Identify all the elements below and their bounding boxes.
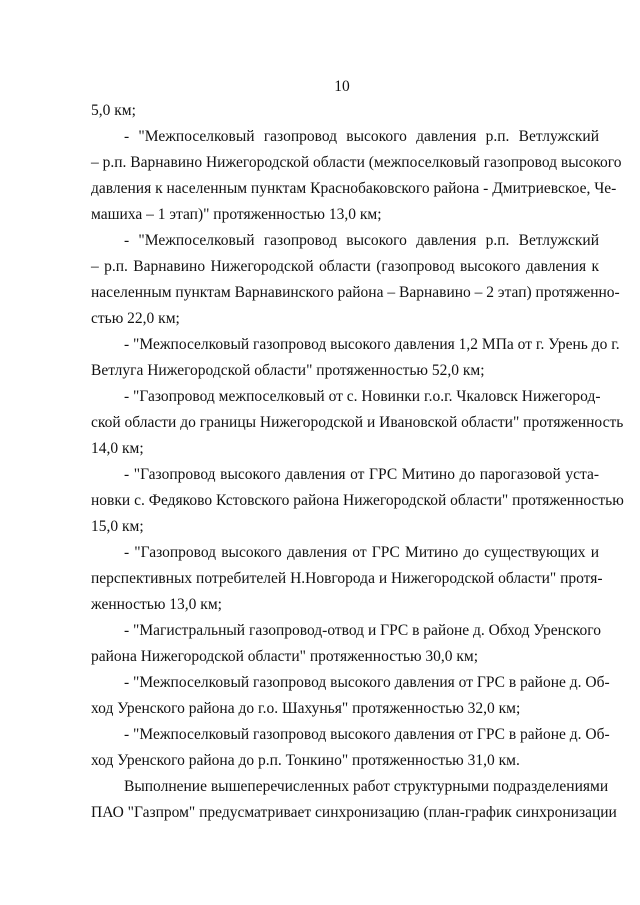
text-line: – р.п. Варнавино Нижегородской области (газопровод высокого давления к [91, 258, 599, 275]
text-line: женностью 13,0 км; [91, 596, 222, 613]
text-line: ской области до границы Нижегородской и Ивановской области" протяженность [91, 414, 624, 431]
text-line: района Нижегородской области" протяженностью 30,0 км; [91, 648, 479, 665]
text-line: Выполнение вышеперечисленных работ структурными подразделениями [124, 778, 609, 795]
text-line: стью 22,0 км; [91, 310, 180, 327]
text-line: – р.п. Варнавино Нижегородской области (межпоселковый газопровод высокого [91, 154, 622, 171]
page-number: 10 [334, 78, 350, 95]
text-line: Ветлуга Нижегородской области" протяженностью 52,0 км; [91, 362, 485, 379]
text-line: - "Газопровод межпоселковый от с. Новинки г.о.г. Чкаловск Нижегород- [124, 388, 601, 405]
text-line: 14,0 км; [91, 440, 144, 457]
text-line: - "Магистральный газопровод-отвод и ГРС в районе д. Обход Уренского [124, 622, 601, 639]
text-line: - "Межпоселковый газопровод высокого давления р.п. Ветлужский [124, 128, 599, 145]
text-line: - "Межпоселковый газопровод высокого давления р.п. Ветлужский [124, 232, 599, 249]
text-line: ход Уренского района до г.о. Шахунья" протяженностью 32,0 км; [91, 700, 521, 717]
text-line: 15,0 км; [91, 518, 144, 535]
text-line: 5,0 км; [91, 102, 136, 119]
text-line: давления к населенным пунктам Краснобаковского района - Дмитриевское, Че- [91, 180, 617, 197]
text-line: - "Газопровод высокого давления от ГРС Митино до существующих и [124, 544, 599, 561]
text-line: - "Межпоселковый газопровод высокого давления от ГРС в районе д. Об- [124, 726, 610, 743]
text-line: населенным пунктам Варнавинского района – Варнавино – 2 этап) протяженно- [91, 284, 620, 301]
text-line: ПАО "Газпром" предусматривает синхронизацию (план-график синхронизации [91, 804, 617, 821]
document-body [91, 98, 624, 826]
text-line: - "Межпоселковый газопровод высокого давления 1,2 МПа от г. Урень до г. [124, 336, 620, 353]
text-line: машиха – 1 этап)" протяженностью 13,0 км; [91, 206, 382, 223]
text-line: - "Газопровод высокого давления от ГРС Митино до парогазовой уста- [124, 466, 599, 483]
text-line: новки с. Федяково Кстовского района Нижегородской области" протяженностью [91, 492, 624, 509]
text-line: - "Межпоселковый газопровод высокого давления от ГРС в районе д. Об- [124, 674, 610, 691]
text-line: ход Уренского района до р.п. Тонкино" протяженностью 31,0 км. [91, 752, 520, 769]
text-line: перспективных потребителей Н.Новгорода и Нижегородской области" протя- [91, 570, 603, 587]
